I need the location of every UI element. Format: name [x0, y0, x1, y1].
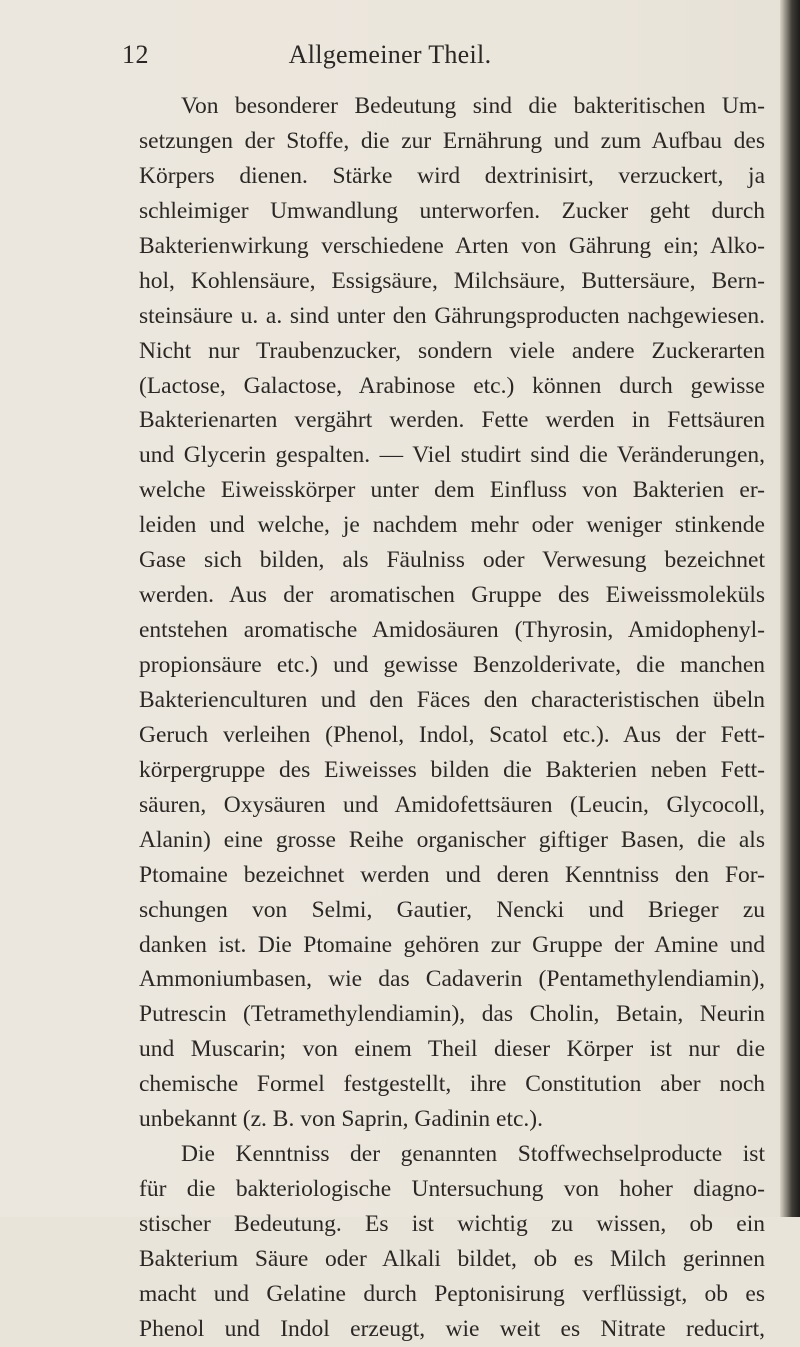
- text-line: Bakterium Säure oder Alkali bildet, ob es Milch gerinnen: [139, 1245, 765, 1272]
- text-line: werden. Aus der aromatischen Gruppe des Eiweissmoleküls: [139, 582, 765, 609]
- text-line: Geruch verleihen (Phenol, Indol, Scatol etc.). Aus der Fett-: [139, 721, 765, 748]
- text-line: entstehen aromatische Amidosäuren (Thyrosin, Amidophenyl-: [139, 617, 765, 644]
- text-line: chemische Formel festgestellt, ihre Constitution aber noch: [139, 1071, 765, 1098]
- text-line: propionsäure etc.) und gewisse Benzolderivate, die manchen: [139, 652, 765, 678]
- text-line: Phenol und Indol erzeugt, wie weit es Nitrate reducirt,: [139, 1315, 765, 1342]
- text-line: welche Eiweisskörper unter dem Einfluss von Bakterien er-: [139, 477, 765, 504]
- text-line: setzungen der Stoffe, die zur Ernährung und zum Aufbau des: [139, 127, 765, 154]
- body-text: [139, 89, 765, 1347]
- page-header: [0, 34, 780, 74]
- text-line: Bakterienarten vergährt werden. Fette werden in Fettsäuren: [139, 407, 765, 434]
- text-line: Gase sich bilden, als Fäulniss oder Verwesung bezeichnet: [139, 547, 765, 574]
- text-line: Nicht nur Traubenzucker, sondern viele andere Zuckerarten: [139, 337, 765, 364]
- text-line: schungen von Selmi, Gautier, Nencki und Brieger zu: [139, 896, 765, 923]
- text-line: Von besonderer Bedeutung sind die bakteritischen Um-: [181, 93, 765, 119]
- text-line: schleimiger Umwandlung unterworfen. Zucker geht durch: [139, 197, 765, 224]
- text-line: Körpers dienen. Stärke wird dextrinisirt, verzuckert, ja: [139, 162, 765, 189]
- text-line: säuren, Oxysäuren und Amidofettsäuren (Leucin, Glycocoll,: [139, 791, 765, 818]
- text-line: Putrescin (Tetramethylendiamin), das Cholin, Betain, Neurin: [139, 1001, 765, 1028]
- text-line: hol, Kohlensäure, Essigsäure, Milchsäure, Buttersäure, Bern-: [139, 267, 765, 294]
- text-line: Alanin) eine grosse Reihe organischer giftiger Basen, die als: [139, 826, 765, 853]
- text-line: (Lactose, Galactose, Arabinose etc.) können durch gewisse: [139, 372, 765, 399]
- text-line: Bakterienculturen und den Fäces den characteristischen übeln: [139, 686, 765, 713]
- book-spine-shadow: [780, 0, 800, 1217]
- text-line: für die bakteriologische Untersuchung von hoher diagno-: [139, 1176, 765, 1203]
- text-line: Bakterienwirkung verschiedene Arten von Gährung ein; Alko-: [139, 232, 765, 259]
- text-line: körpergruppe des Eiweisses bilden die Bakterien neben Fett-: [139, 756, 765, 783]
- text-line: stischer Bedeutung. Es ist wichtig zu wissen, ob ein: [139, 1211, 765, 1237]
- text-line: macht und Gelatine durch Peptonisirung verflüssigt, ob es: [139, 1280, 765, 1307]
- page-number: 12: [122, 40, 149, 69]
- text-line: danken ist. Die Ptomaine gehören zur Gruppe der Amine und: [139, 931, 765, 958]
- text-line: Ptomaine bezeichnet werden und deren Kenntniss den For-: [139, 861, 765, 888]
- text-line: unbekannt (z. B. von Saprin, Gadinin etc.).: [139, 1106, 543, 1133]
- running-head: Allgemeiner Theil.: [288, 40, 492, 69]
- text-line: leiden und welche, je nachdem mehr oder weniger stinkende: [139, 512, 765, 539]
- text-line: steinsäure u. a. sind unter den Gährungsproducten nachgewiesen.: [139, 302, 765, 329]
- text-line: Die Kenntniss der genannten Stoffwechselproducte ist: [181, 1141, 765, 1168]
- text-line: und Muscarin; von einem Theil dieser Körper ist nur die: [139, 1036, 765, 1063]
- text-line: Ammoniumbasen, wie das Cadaverin (Pentamethylendiamin),: [139, 966, 765, 993]
- text-line: und Glycerin gespalten. — Viel studirt sind die Veränderungen,: [139, 442, 765, 469]
